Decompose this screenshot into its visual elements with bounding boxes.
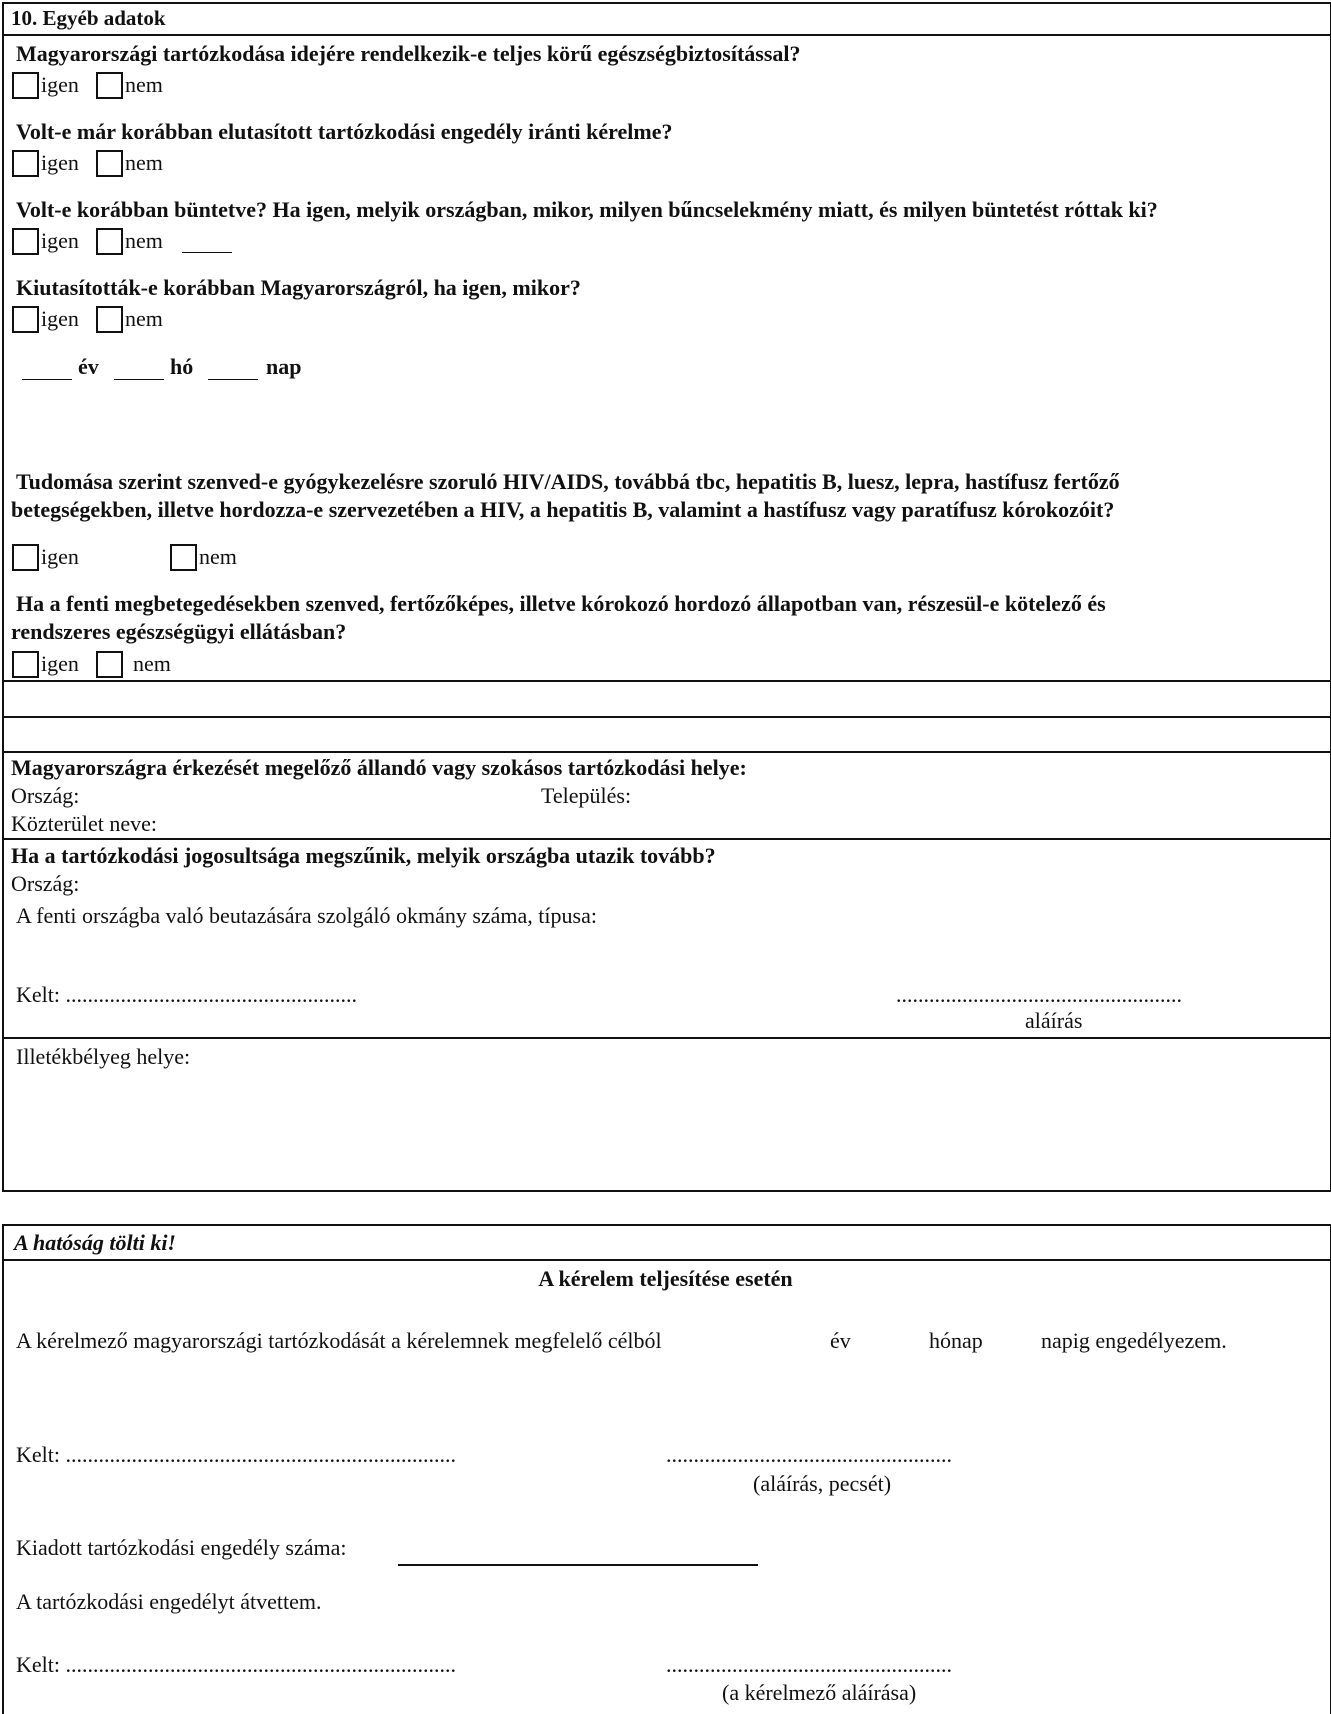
label-q6-igen: igen — [41, 651, 79, 676]
checkbox-q3-nem[interactable] — [96, 228, 123, 255]
authority-box — [2, 1224, 1331, 1714]
blank-year[interactable] — [22, 379, 72, 380]
checkbox-q2-nem[interactable] — [96, 150, 123, 177]
checkbox-q4-igen[interactable] — [12, 306, 39, 333]
label-orszag: Ország: — [11, 783, 80, 808]
stamp-label: Illetékbélyeg helye: — [16, 1044, 191, 1069]
kelt-line-authority[interactable]: Kelt: ....................................................................... — [16, 1442, 456, 1467]
signature-label-authority: (aláírás, pecsét) — [753, 1471, 892, 1496]
label-travel-document: A fenti országba való beutazására szolgáló okmány száma, típusa: — [16, 903, 597, 928]
label-q3-igen: igen — [41, 228, 79, 253]
label-onward-orszag: Ország: — [11, 871, 80, 896]
question-expelled: Kiutasították-e korábban Magyarországról, ha igen, mikor? — [16, 275, 581, 300]
checkbox-q5-igen[interactable] — [12, 544, 39, 571]
onward-title: Ha a tartózkodási jogosultsága megszűnik, melyik országba utazik tovább? — [11, 843, 716, 868]
label-q2-igen: igen — [41, 150, 79, 175]
label-q4-igen: igen — [41, 306, 79, 331]
blank-day[interactable] — [208, 379, 258, 380]
question-rejected-permit: Volt-e már korábban elutasított tartózkodási engedély iránti kérelme? — [16, 119, 673, 144]
received-text: A tartózkodási engedélyt átvettem. — [16, 1589, 322, 1614]
permit-number-label: Kiadott tartózkodási engedély száma: — [16, 1535, 347, 1560]
signature-dots[interactable]: .................................................... — [896, 982, 1182, 1007]
label-ev: év — [78, 354, 99, 379]
authority-subtitle: A kérelem teljesítése esetén — [538, 1266, 793, 1291]
checkbox-q6-nem[interactable] — [96, 651, 123, 678]
label-napig: napig engedélyezem. — [1041, 1328, 1227, 1353]
label-q5-igen: igen — [41, 544, 79, 569]
question-criminal-record: Volt-e korábban büntetve? Ha igen, melyik országban, mikor, milyen bűncselekmény miatt, és milyen büntetést róttak ki? — [16, 197, 1158, 222]
checkbox-q2-igen[interactable] — [12, 150, 39, 177]
label-q2-nem: nem — [125, 150, 163, 175]
question-treatment-line2: rendszeres egészségügyi ellátásban? — [11, 619, 347, 644]
label-q4-nem: nem — [125, 306, 163, 331]
signature-dots-applicant[interactable]: .................................................... — [666, 1652, 952, 1677]
residence-title: Magyarországra érkezését megelőző állandó vagy szokásos tartózkodási helye: — [11, 755, 747, 780]
checkbox-q5-nem[interactable] — [170, 544, 197, 571]
label-nap: nap — [266, 354, 302, 379]
blank-month[interactable] — [114, 379, 164, 380]
label-kozterulet: Közterület neve: — [11, 811, 157, 836]
label-telepules: Település: — [541, 783, 632, 808]
kelt-line[interactable]: Kelt: ..................................................... — [16, 982, 357, 1007]
label-q6-nem: nem — [133, 651, 171, 676]
kelt-line-applicant[interactable]: Kelt: ....................................................................... — [16, 1652, 456, 1677]
label-ho: hó — [170, 354, 194, 379]
question-health-insurance: Magyarországi tartózkodása idejére rendelkezik-e teljes körű egészségbiztosítással? — [16, 41, 801, 66]
signature-label-applicant: (a kérelmező aláírása) — [722, 1680, 917, 1705]
checkbox-q4-nem[interactable] — [96, 306, 123, 333]
question-disease-line1: Tudomása szerint szenved-e gyógykezelésre szoruló HIV/AIDS, továbbá tbc, hepatitis B, luesz, lepra, hastífusz fertőző — [16, 469, 1120, 494]
permit-number-field[interactable] — [398, 1564, 758, 1566]
label-q5-nem: nem — [199, 544, 237, 569]
label-q3-nem: nem — [125, 228, 163, 253]
checkbox-q1-igen[interactable] — [12, 72, 39, 99]
question-treatment-line1: Ha a fenti megbetegedésekben szenved, fertőzőképes, illetve kórokozó hordozó állapotban van, részesül-e kötelező és — [16, 591, 1106, 616]
section-title: 10. Egyéb adatok — [11, 6, 166, 30]
checkbox-q1-nem[interactable] — [96, 72, 123, 99]
grant-text: A kérelmező magyarországi tartózkodását a kérelemnek megfelelő célból — [16, 1328, 662, 1353]
signature-dots-authority[interactable]: .................................................... — [666, 1442, 952, 1467]
label-honap-grant: hónap — [929, 1328, 983, 1353]
checkbox-q6-igen[interactable] — [12, 651, 39, 678]
blank-q3[interactable] — [182, 252, 232, 253]
label-q1-igen: igen — [41, 72, 79, 97]
label-ev-grant: év — [830, 1328, 851, 1353]
label-q1-nem: nem — [125, 72, 163, 97]
question-disease-line2: betegségekben, illetve hordozza-e szervezetében a HIV, a hepatitis B, valamint a hastífusz vagy paratífusz kórokozóit? — [11, 497, 1115, 522]
authority-header: A hatóság tölti ki! — [14, 1230, 176, 1255]
checkbox-q3-igen[interactable] — [12, 228, 39, 255]
signature-label: aláírás — [1025, 1008, 1083, 1033]
